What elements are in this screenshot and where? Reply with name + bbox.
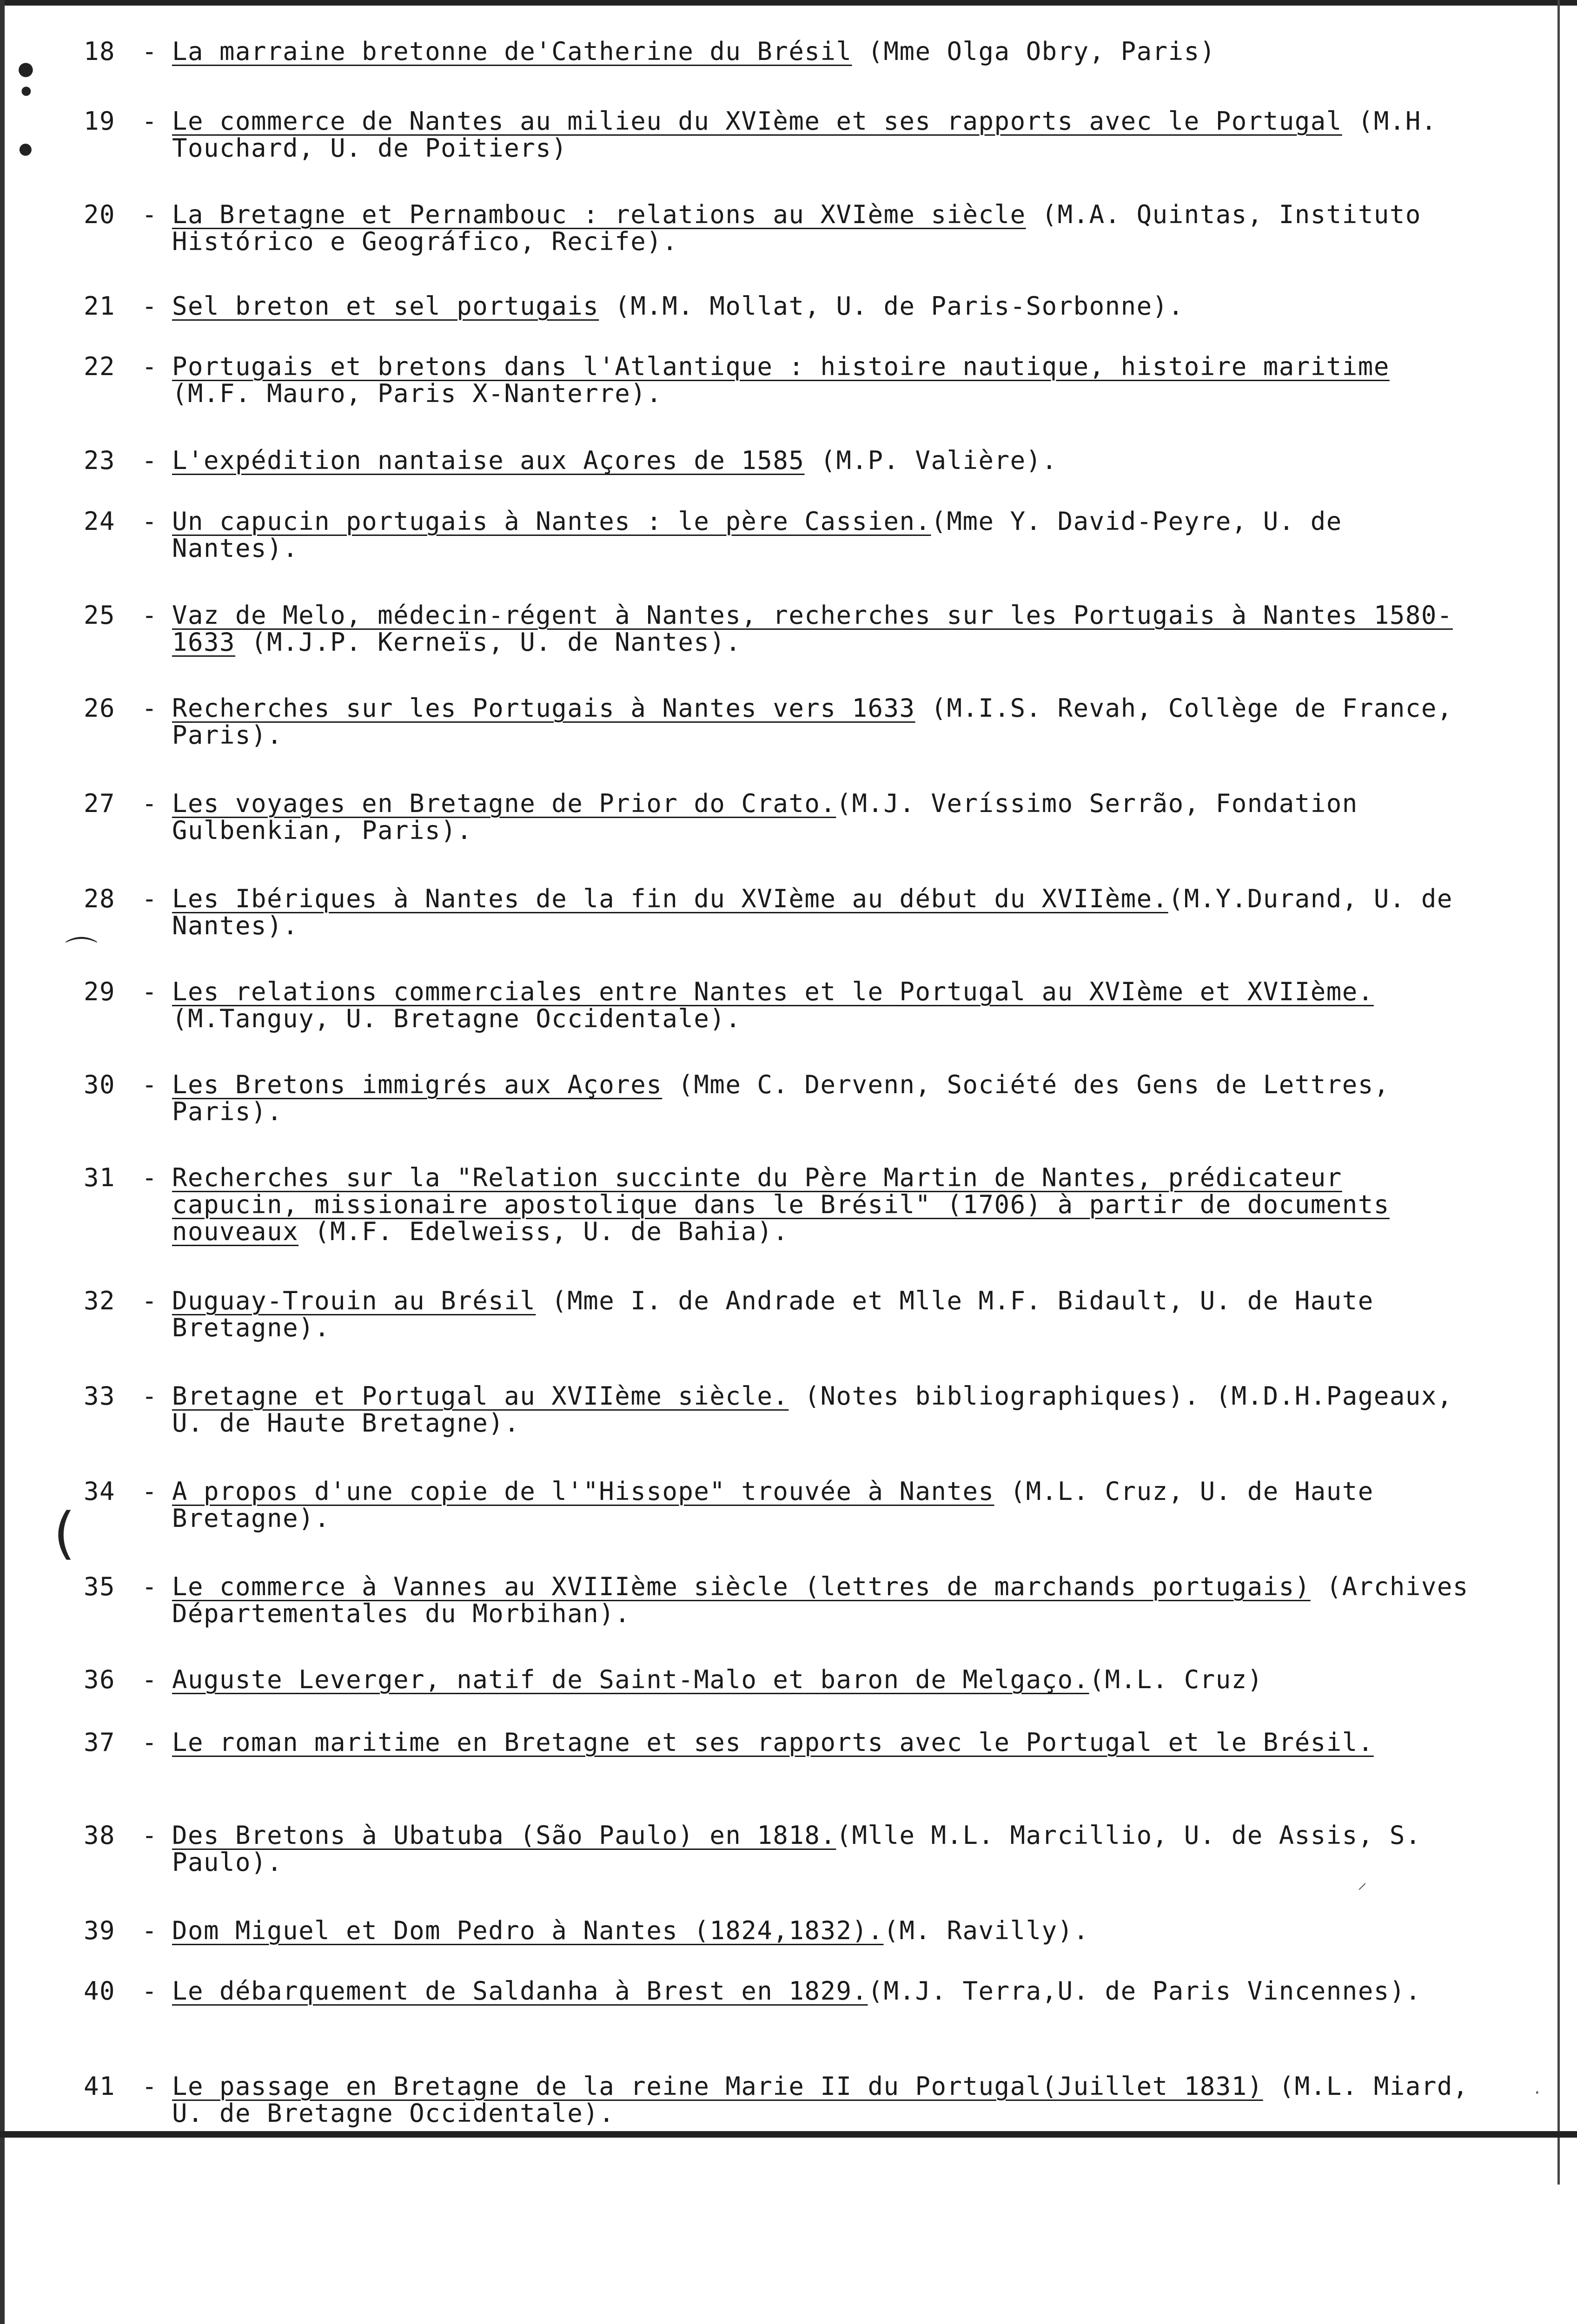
entry-dash: - — [142, 789, 158, 818]
entry-text — [172, 1287, 1478, 1341]
entry-title: Les Ibériques à Nantes de la fin du XVIème au début du XVIIème. — [172, 884, 1168, 913]
entry-author: (M.J. Veríssimo Serrão, Fondation Gulbenkian, Paris). — [172, 789, 1358, 845]
entry-title: A propos d'une copie de l'"Hissope" trouvée à Nantes — [172, 1477, 994, 1506]
entry-title: Duguay-Trouin au Brésil — [172, 1286, 536, 1315]
entry-text — [172, 885, 1478, 939]
entry-number: 37 — [84, 1728, 116, 1757]
entry-dash: - — [142, 1728, 158, 1757]
entry-author: (Mme I. de Andrade et Mlle M.F. Bidault, U. de Haute Bretagne). — [172, 1286, 1374, 1342]
entry-text — [172, 508, 1478, 562]
entry-number: 20 — [84, 200, 116, 229]
entry-dash: - — [142, 977, 158, 1006]
entry-number: 25 — [84, 601, 116, 630]
entry-author: (Mme Y. David-Peyre, U. de Nantes). — [172, 507, 1342, 563]
bottom-border — [0, 2131, 1577, 2138]
entry-author: (Archives Départementales du Morbihan). — [172, 1572, 1469, 1628]
entry-title: Les relations commerciales entre Nantes et le Portugal au XVIème et XVIIème. — [172, 977, 1374, 1006]
entry-number: 21 — [84, 291, 116, 321]
entry-number: 39 — [84, 1916, 116, 1945]
entry-text — [172, 1729, 1478, 1756]
entry-number: 41 — [84, 2072, 116, 2101]
entry-dash: - — [142, 37, 158, 66]
entry-number: 26 — [84, 693, 116, 723]
entry-title: Bretagne et Portugal au XVIIème siècle. — [172, 1381, 789, 1411]
entry-number: 30 — [84, 1070, 116, 1099]
entry-author: (Notes bibliographiques). (M.D.H.Pageaux, U. de Haute Bretagne). — [172, 1381, 1453, 1438]
margin-paren-mark: ( — [53, 1501, 75, 1566]
entry-text — [172, 293, 1478, 320]
entry-title: Auguste Leverger, natif de Saint-Malo et baron de Melgaço. — [172, 1665, 1089, 1694]
entry-text — [172, 447, 1478, 474]
entry-title: Les Bretons immigrés aux Açores — [172, 1070, 663, 1099]
entry-dash: - — [142, 1381, 158, 1411]
entry-number: 38 — [84, 1821, 116, 1850]
stray-pen-mark: · — [1534, 2082, 1540, 2104]
entry-author: (M.J.P. Kerneïs, U. de Nantes). — [235, 627, 742, 657]
margin-dot-mark: ● — [19, 139, 33, 158]
entry-title: La marraine bretonne de'Catherine du Brésil — [172, 37, 852, 66]
entry-author: (M.L. Cruz) — [1089, 1665, 1263, 1694]
entry-number: 32 — [84, 1286, 116, 1315]
entry-dash: - — [142, 507, 158, 536]
entry-author: (M.M. Mollat, U. de Paris-Sorbonne). — [599, 291, 1184, 321]
entry-title: Vaz de Melo, médecin-régent à Nantes, recherches sur les Portugais à Nantes 1580-1633 — [172, 601, 1453, 657]
entry-dash: - — [142, 1821, 158, 1850]
entry-text — [172, 978, 1478, 1032]
left-border — [0, 0, 5, 2324]
entry-number: 31 — [84, 1163, 116, 1192]
entry-text — [172, 201, 1478, 255]
entry-dash: - — [142, 1572, 158, 1601]
entry-number: 34 — [84, 1477, 116, 1506]
entry-title: Dom Miguel et Dom Pedro à Nantes (1824,1832). — [172, 1916, 884, 1945]
entry-title: Recherches sur les Portugais à Nantes vers 1633 — [172, 693, 915, 723]
entry-title: Le débarquement de Saldanha à Brest en 1829. — [172, 1976, 868, 2006]
entry-number: 18 — [84, 37, 116, 66]
entry-title: Sel breton et sel portugais — [172, 291, 599, 321]
entry-dash: - — [142, 1916, 158, 1945]
entry-dash: - — [142, 106, 158, 136]
entry-number: 23 — [84, 446, 116, 475]
entry-text — [172, 1383, 1478, 1437]
entry-text — [172, 1573, 1478, 1627]
entry-text — [172, 790, 1478, 844]
entry-title: Les voyages en Bretagne de Prior do Crato. — [172, 789, 836, 818]
entry-number: 36 — [84, 1665, 116, 1694]
entry-title: L'expédition nantaise aux Açores de 1585 — [172, 446, 805, 475]
entry-author: (M.J. Terra,U. de Paris Vincennes). — [868, 1976, 1421, 2006]
entry-dash: - — [142, 291, 158, 321]
margin-dot-mark: ● — [21, 84, 32, 98]
entry-text — [172, 1978, 1478, 2005]
top-border — [0, 0, 1577, 6]
entry-number: 35 — [84, 1572, 116, 1601]
entry-author: (M.F. Mauro, Paris X-Nanterre). — [172, 379, 663, 408]
entry-dash: - — [142, 693, 158, 723]
entry-author: (M.A. Quintas, Instituto Histórico e Geográfico, Recife). — [172, 200, 1421, 256]
entry-title: Un capucin portugais à Nantes : le père Cassien. — [172, 507, 931, 536]
entry-dash: - — [142, 1286, 158, 1315]
entry-text — [172, 1917, 1478, 1944]
entry-author: (M.Tanguy, U. Bretagne Occidentale). — [172, 1004, 742, 1033]
entry-text — [172, 38, 1478, 65]
entry-author: (M.I.S. Revah, Collège de France, Paris). — [172, 693, 1453, 750]
entry-text — [172, 1822, 1478, 1876]
entry-number: 27 — [84, 789, 116, 818]
entry-dash: - — [142, 446, 158, 475]
entry-number: 28 — [84, 884, 116, 913]
entry-number: 33 — [84, 1381, 116, 1411]
right-border — [1557, 0, 1560, 2185]
entry-text — [172, 1164, 1478, 1245]
entry-title: Des Bretons à Ubatuba (São Paulo) en 1818. — [172, 1821, 836, 1850]
entry-author: (M.P. Valière). — [804, 446, 1058, 475]
entry-dash: - — [142, 200, 158, 229]
stray-pen-mark: ⸝ — [1358, 1872, 1367, 1893]
entry-author: (M. Ravilly). — [883, 1916, 1089, 1945]
entry-dash: - — [142, 884, 158, 913]
entry-number: 19 — [84, 106, 116, 136]
entry-title: Le passage en Bretagne de la reine Marie II du Portugal(Juillet 1831) — [172, 2072, 1263, 2101]
entry-dash: - — [142, 1070, 158, 1099]
entry-text — [172, 108, 1478, 162]
entry-dash: - — [142, 352, 158, 381]
entry-text — [172, 1478, 1478, 1532]
entry-author: (Mme C. Dervenn, Société des Gens de Lettres, Paris). — [172, 1070, 1390, 1126]
entry-author: (Mlle M.L. Marcillio, U. de Assis, S. Paulo). — [172, 1821, 1421, 1877]
entry-number: 24 — [84, 507, 116, 536]
entry-author: (M.F. Edelweiss, U. de Bahia). — [298, 1217, 789, 1246]
entry-title: Le commerce de Nantes au milieu du XVIème et ses rapports avec le Portugal — [172, 106, 1342, 136]
entry-title: Le roman maritime en Bretagne et ses rapports avec le Portugal et le Brésil. — [172, 1728, 1374, 1757]
entry-title: Le commerce à Vannes au XVIIIème siècle (lettres de marchands portugais) — [172, 1572, 1311, 1601]
entry-dash: - — [142, 1163, 158, 1192]
entry-title: Recherches sur la "Relation succinte du Père Martin de Nantes, prédicateur capucin, missionaire apostolique dans le Brésil" (1706) à partir de documents nouveaux — [172, 1163, 1390, 1246]
entry-title: Portugais et bretons dans l'Atlantique : histoire nautique, histoire maritime — [172, 352, 1390, 381]
entry-author: (M.Y.Durand, U. de Nantes). — [172, 884, 1453, 940]
entry-dash: - — [142, 601, 158, 630]
entry-dash: - — [142, 2072, 158, 2101]
entry-author: (M.H. Touchard, U. de Poitiers) — [172, 106, 1437, 163]
entry-dash: - — [142, 1665, 158, 1694]
entry-number: 29 — [84, 977, 116, 1006]
entry-number: 22 — [84, 352, 116, 381]
entry-text — [172, 2073, 1478, 2127]
entry-text — [172, 602, 1478, 656]
entry-text — [172, 1071, 1478, 1125]
entry-dash: - — [142, 1976, 158, 2006]
entry-text — [172, 1666, 1478, 1693]
entry-text — [172, 695, 1478, 749]
entry-author: (M.L. Miard, U. de Bretagne Occidentale). — [172, 2072, 1469, 2128]
entry-number: 40 — [84, 1976, 116, 2006]
entry-text — [172, 353, 1478, 407]
entry-title: La Bretagne et Pernambouc : relations au XVIème siècle — [172, 200, 1026, 229]
entry-dash: - — [142, 1477, 158, 1506]
margin-dot-mark: ● — [18, 58, 34, 79]
margin-arc-mark: ⌒ — [65, 934, 98, 972]
entry-author: (M.L. Cruz, U. de Haute Bretagne). — [172, 1477, 1374, 1533]
entry-author: (Mme Olga Obry, Paris) — [852, 37, 1216, 66]
